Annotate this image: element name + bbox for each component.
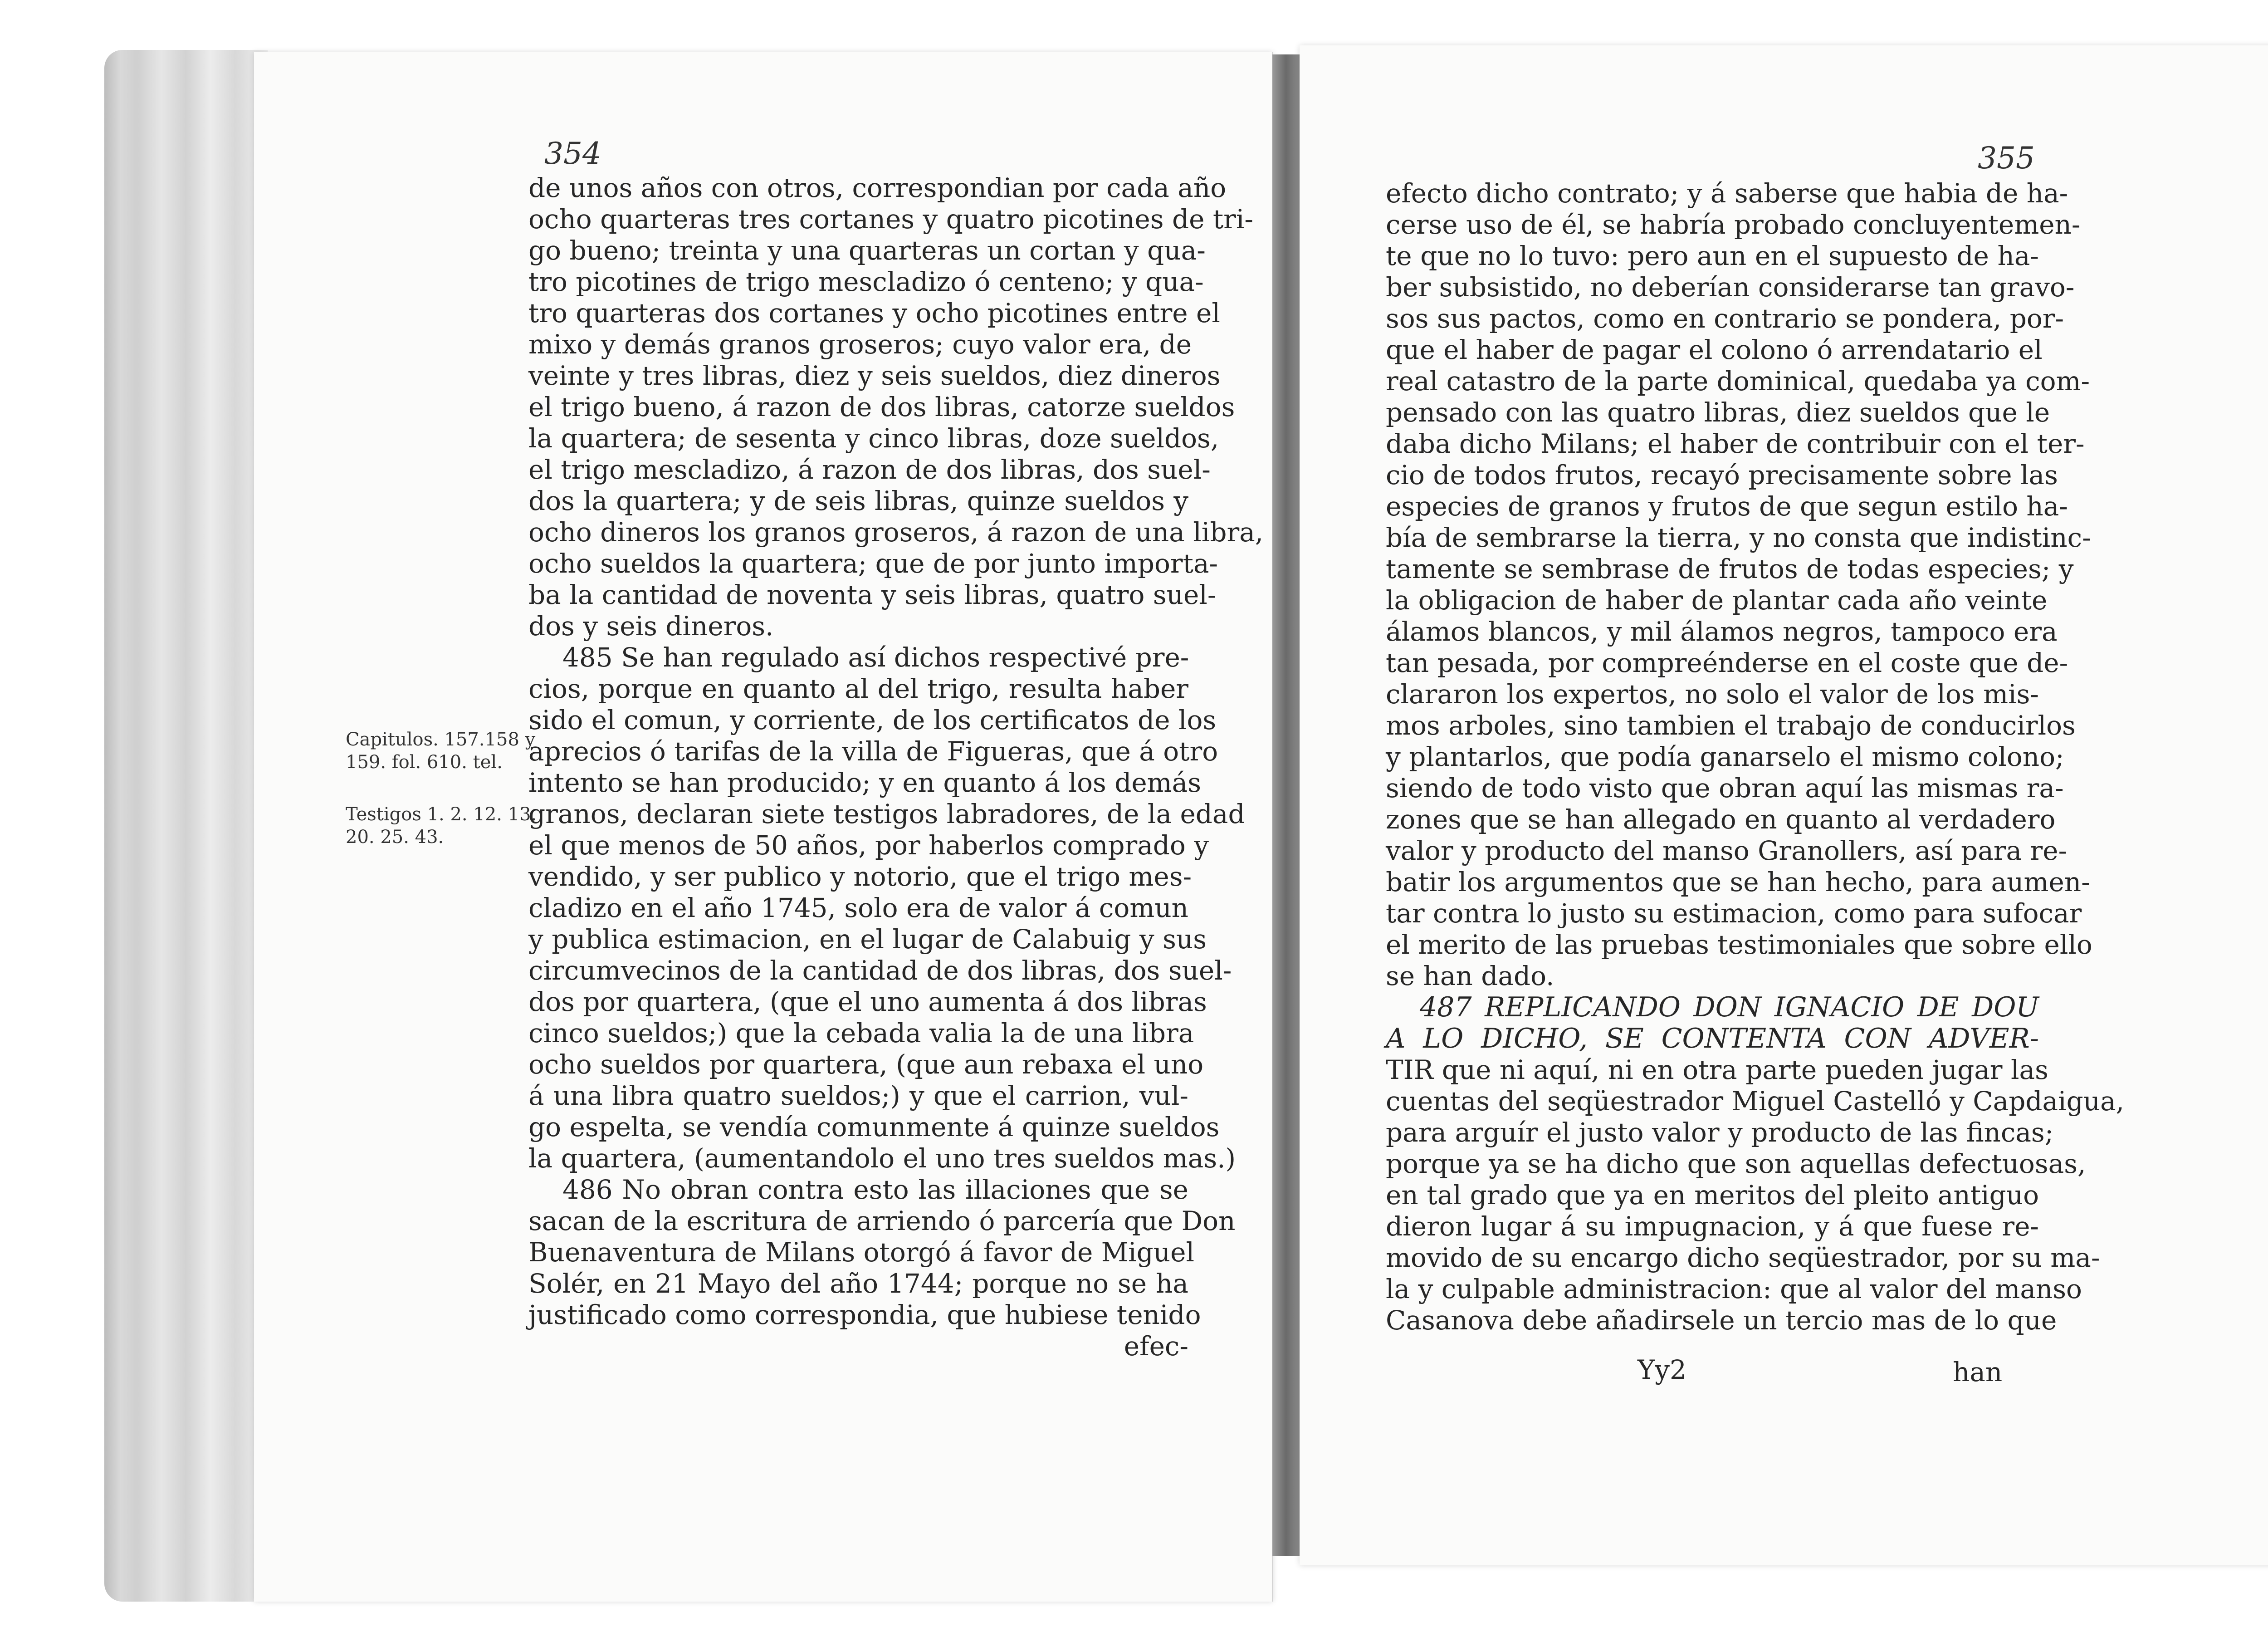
text-line: cios, porque en quanto al del trigo, resulta haber (528, 673, 1188, 704)
paragraph-487-heading: 487 REPLICANDO DON IGNACIO DE DOU (1420, 991, 2039, 1023)
text-line: especies de granos y frutos de que segun estilo ha- (1386, 491, 2068, 522)
text-line: pensado con las quatro libras, diez sueldos que le (1386, 397, 2050, 428)
text-line: la quartera; de sesenta y cinco libras, doze sueldos, (528, 423, 1219, 454)
text-line: zones que se han allegado en quanto al verdadero (1386, 804, 2056, 835)
paragraph-487-heading-cont: A LO DICHO, SE CONTENTA CON ADVER- (1386, 1023, 2039, 1054)
text-line: cladizo en el año 1745, solo era de valor á comun (528, 892, 1189, 923)
text-line: Casanova debe añadirsele un tercio mas de lo que (1386, 1305, 2057, 1336)
paragraph-485-start: 485 Se han regulado así dichos respectivé pre- (562, 642, 1189, 673)
margin-note-testigos: Testigos 1. 2. 12. 13. 20. 25. 43. (346, 804, 537, 848)
text-line: cerse uso de él, se habría probado concluyentemen- (1386, 209, 2081, 240)
text-line: y publica estimacion, en el lugar de Calabuig y sus (528, 924, 1207, 955)
book-gutter (1272, 54, 1300, 1556)
text-line: ocho sueldos por quartera, (que aun rebaxa el uno (528, 1049, 1204, 1080)
right-page-text (1386, 178, 2125, 1336)
catchword-left: efec- (1124, 1331, 1188, 1362)
text-line: te que no lo tuvo: pero aun en el supuesto de ha- (1386, 240, 2039, 271)
left-page-text (528, 172, 1264, 1362)
text-line: real catastro de la parte dominical, quedaba ya com- (1386, 366, 2090, 397)
page-edges-left (104, 50, 268, 1602)
catchword-right: han (1953, 1357, 2003, 1387)
text-line: álamos blancos, y mil álamos negros, tampoco era (1386, 616, 2058, 647)
left-page-number: 354 (544, 136, 601, 171)
text-line: mos arboles, sino tambien el trabajo de conducirlos (1386, 710, 2076, 741)
text-line: vendido, y ser publico y notorio, que el trigo mes- (528, 861, 1192, 892)
text-line: la quartera, (aumentandolo el uno tres sueldos mas.) (528, 1143, 1236, 1174)
text-line: de unos años con otros, correspondian por cada año (528, 172, 1227, 203)
text-line: movido de su encargo dicho seqüestrador, por su ma- (1386, 1242, 2100, 1273)
text-line: la y culpable administracion: que al valor del manso (1386, 1274, 2082, 1304)
text-line: para arguír el justo valor y producto de las fincas; (1386, 1117, 2054, 1148)
text-line: go bueno; treinta y una quarteras un cortan y qua- (528, 235, 1206, 266)
right-page-number: 355 (1978, 141, 2035, 176)
text-line: tan pesada, por compreénderse en el coste que de- (1386, 647, 2068, 678)
text-line: ocho sueldos la quartera; que de por junto importa- (528, 548, 1218, 579)
text-line: clararon los expertos, no solo el valor de los mis- (1386, 679, 2039, 710)
text-line: dieron lugar á su impugnacion, y á que fuese re- (1386, 1211, 2039, 1242)
text-line: sacan de la escritura de arriendo ó parcería que Don (528, 1206, 1236, 1236)
text-line: valor y producto del manso Granollers, así para re- (1386, 835, 2068, 866)
text-line: cio de todos frutos, recayó precisamente sobre las (1386, 460, 2058, 490)
text-line: á una libra quatro sueldos;) y que el carrion, vul- (528, 1080, 1188, 1111)
text-line: el merito de las pruebas testimoniales que sobre ello (1386, 929, 2092, 960)
text-line: dos la quartera; y de seis libras, quinze sueldos y (528, 485, 1188, 516)
text-line: se han dado. (1386, 961, 1554, 991)
text-line: circumvecinos de la cantidad de dos libras, dos suel- (528, 955, 1232, 986)
text-line: dos y seis dineros. (528, 611, 774, 642)
text-line: Buenaventura de Milans otorgó á favor de Miguel (528, 1237, 1195, 1268)
text-line: el trigo mescladizo, á razon de dos libras, dos suel- (528, 454, 1211, 485)
text-line: porque ya se ha dicho que son aquellas defectuosas, (1386, 1148, 2086, 1179)
text-line: sos sus pactos, como en contrario se pondera, por- (1386, 303, 2064, 334)
text-line: tro quarteras dos cortanes y ocho picotines entre el (528, 298, 1220, 328)
text-line: bía de sembrarse la tierra, y no consta que indistinc- (1386, 522, 2091, 553)
text-line: cuentas del seqüestrador Miguel Castelló y Capdaigua, (1386, 1086, 2125, 1117)
text-line: ocho quarteras tres cortanes y quatro picotines de tri- (528, 204, 1254, 235)
text-line: efecto dicho contrato; y á saberse que habia de ha- (1386, 178, 2068, 209)
text-line: batir los argumentos que se han hecho, para aumen- (1386, 867, 2090, 897)
text-line: cinco sueldos;) que la cebada valia la de una libra (528, 1018, 1194, 1049)
text-line: ocho dineros los granos groseros, á razon de una libra, (528, 517, 1264, 548)
text-line: daba dicho Milans; el haber de contribuir con el ter- (1386, 428, 2085, 459)
text-line: el que menos de 50 años, por haberlos comprado y (528, 830, 1209, 861)
text-line: tamente se sembrase de frutos de todas especies; y (1386, 554, 2074, 584)
text-line: tar contra lo justo su estimacion, como para sufocar (1386, 898, 2082, 929)
text-line: TIR que ni aquí, ni en otra parte pueden jugar las (1386, 1054, 2048, 1085)
text-line: aprecios ó tarifas de la villa de Figueras, que á otro (528, 736, 1218, 767)
text-line: dos por quartera, (que el uno aumenta á dos libras (528, 986, 1207, 1017)
text-line: y plantarlos, que podía ganarselo el mismo colono; (1386, 741, 2064, 772)
text-line: la obligacion de haber de plantar cada año veinte (1386, 585, 2048, 616)
text-line: Solér, en 21 Mayo del año 1744; porque no se ha (528, 1268, 1188, 1299)
text-line: mixo y demás granos groseros; cuyo valor era, de (528, 329, 1192, 360)
text-line: veinte y tres libras, diez y seis sueldos, diez dineros (528, 360, 1221, 391)
margin-note-capitulos: Capitulos. 157.158 y 159. fol. 610. tel. (346, 729, 536, 773)
text-line: en tal grado que ya en meritos del pleito antiguo (1386, 1180, 2039, 1211)
text-line: justificado como correspondia, que hubiese tenido (528, 1299, 1201, 1330)
text-line: que el haber de pagar el colono ó arrendatario el (1386, 334, 2043, 365)
text-line: el trigo bueno, á razon de dos libras, catorze sueldos (528, 392, 1235, 422)
text-line: go espelta, se vendía comunmente á quinze sueldos (528, 1112, 1220, 1142)
signature-mark: Yy2 (1637, 1354, 1686, 1385)
text-line: granos, declaran siete testigos labradores, de la edad (528, 799, 1245, 829)
text-line: sido el comun, y corriente, de los certificatos de los (528, 705, 1217, 735)
text-line: siendo de todo visto que obran aquí las mismas ra- (1386, 773, 2064, 804)
text-line: ba la cantidad de noventa y seis libras, quatro suel- (528, 579, 1217, 610)
text-line: tro picotines de trigo mescladizo ó centeno; y qua- (528, 266, 1204, 297)
paragraph-486-start: 486 No obran contra esto las illaciones que se (562, 1174, 1188, 1205)
text-line: intento se han producido; y en quanto á los demás (528, 767, 1201, 798)
text-line: ber subsistido, no deberían considerarse tan gravo- (1386, 272, 2075, 303)
